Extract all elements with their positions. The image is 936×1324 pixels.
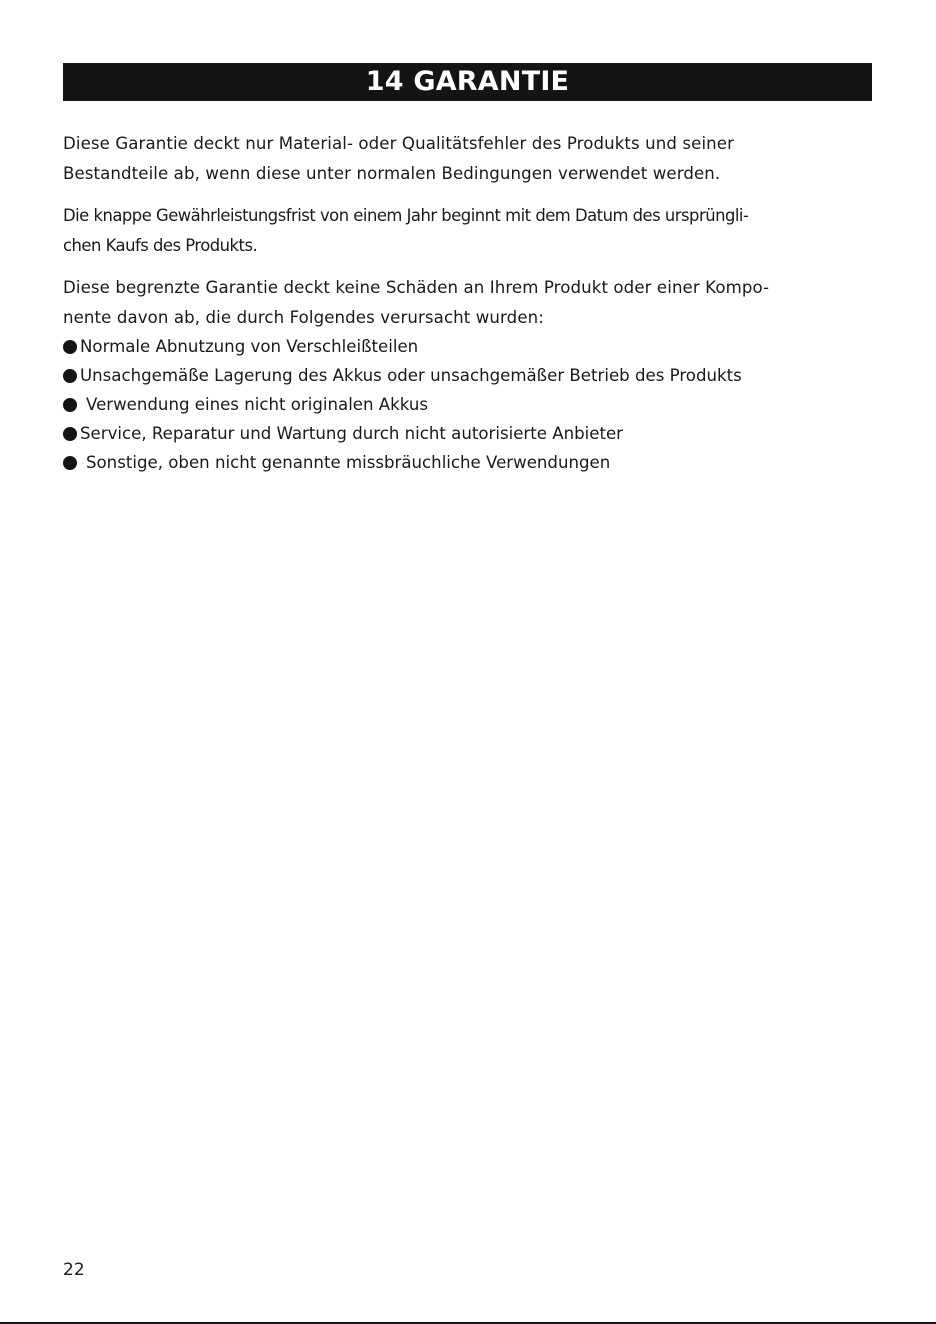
paragraph-line: nente davon ab, die durch Folgendes verursacht wurden: (63, 307, 544, 327)
bullet-icon (63, 369, 77, 383)
list-item (63, 332, 875, 361)
list-item-text: Normale Abnutzung von Verschleißteilen (80, 337, 419, 356)
list-item (63, 361, 875, 390)
page-number: 22 (63, 1260, 85, 1280)
list-item-text: Unsachgemäße Lagerung des Akkus oder unsachgemäßer Betrieb des Produkts (80, 366, 742, 385)
list-item (63, 390, 875, 419)
list-item (63, 419, 875, 448)
section-header-bar (63, 63, 872, 101)
section-title: 14 GARANTIE (365, 66, 570, 97)
exclusion-list (63, 332, 875, 477)
bullet-icon (63, 340, 77, 354)
paragraph-exclusions (63, 273, 875, 332)
list-item (63, 448, 875, 477)
list-item-text: Verwendung eines nicht originalen Akkus (86, 395, 429, 414)
paragraph-coverage (63, 129, 875, 188)
paragraph-line: Die knappe Gewährleistungsfrist von einem Jahr beginnt mit dem Datum des ursprüngli- (63, 206, 749, 225)
paragraph-line: Diese Garantie deckt nur Material- oder Qualitätsfehler des Produkts und seiner (63, 134, 735, 153)
bullet-icon (63, 398, 77, 412)
paragraph-warranty-period (63, 201, 875, 260)
paragraph-line: Bestandteile ab, wenn diese unter normalen Bedingungen verwendet werden. (63, 163, 721, 183)
bullet-icon (63, 427, 77, 441)
warranty-content (63, 129, 875, 477)
bullet-icon (63, 456, 77, 470)
paragraph-line: Diese begrenzte Garantie deckt keine Schäden an Ihrem Produkt oder einer Kompo- (63, 278, 770, 297)
list-item-text: Service, Reparatur und Wartung durch nicht autorisierte Anbieter (80, 424, 623, 443)
list-item-text: Sonstige, oben nicht genannte missbräuchliche Verwendungen (86, 453, 611, 472)
paragraph-line: chen Kaufs des Produkts. (63, 235, 258, 255)
